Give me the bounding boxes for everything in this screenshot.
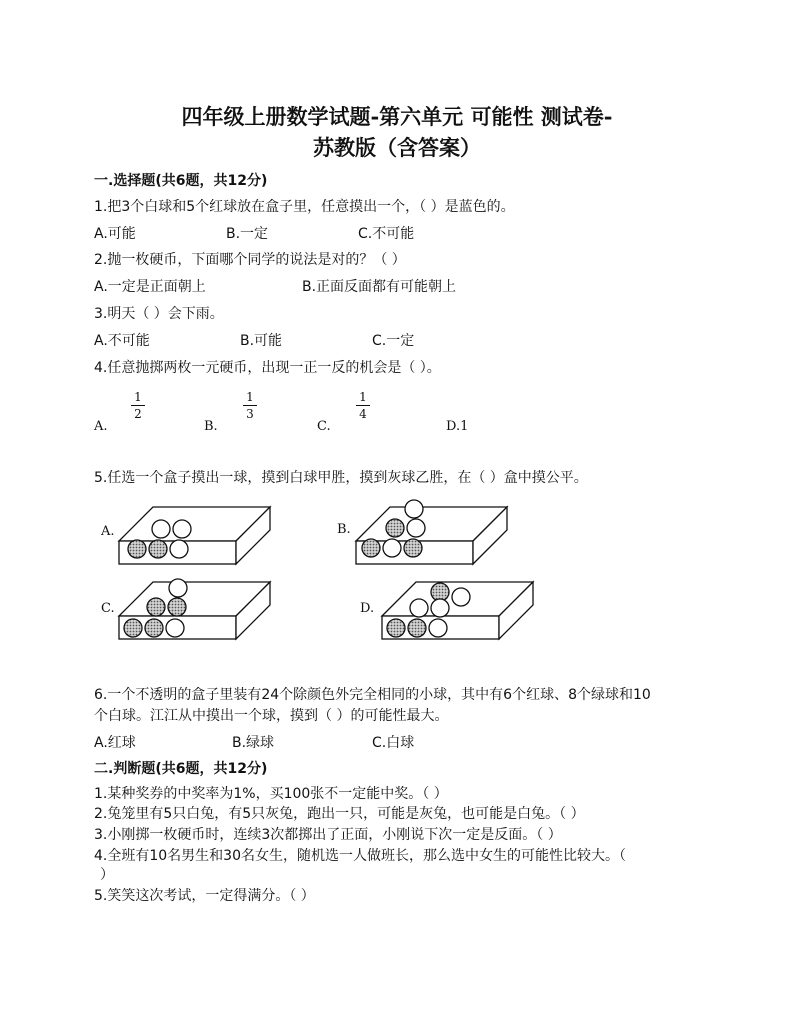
section2-heading: 二.判断题(共6题，共12分)	[94, 761, 268, 777]
q4-text: 4.任意抛掷两枚一元硬币，出现一正一反的机会是（ ）。	[94, 360, 441, 376]
ball-white	[452, 588, 470, 606]
ball-white	[429, 619, 447, 637]
q6-option-a: A.红球	[94, 735, 136, 751]
box-d	[382, 582, 533, 639]
q2-text: 2.抛一枚硬币，下面哪个同学的说法是对的？（ ）	[94, 252, 406, 268]
page-title-line1: 四年级上册数学试题-第六单元 可能性 测试卷-	[181, 104, 613, 129]
ball-gray	[147, 598, 165, 616]
q5-figure	[0, 490, 794, 650]
q4-fraction-c-denominator: 4	[359, 407, 367, 421]
fraction-bar	[131, 405, 145, 406]
ball-gray	[431, 583, 449, 601]
ball-white	[410, 599, 428, 617]
box-a	[119, 507, 270, 564]
q1-option-a: A.可能	[94, 226, 136, 242]
q1-text: 1.把3个白球和5个红球放在盒子里，任意摸出一个，（ ）是蓝色的。	[94, 199, 515, 215]
q3-option-c: C.一定	[372, 333, 415, 349]
q4-fraction-a-denominator: 2	[134, 407, 142, 421]
fraction-bar	[356, 405, 370, 406]
ball-gray	[387, 619, 405, 637]
ball-white	[166, 619, 184, 637]
ball-gray	[149, 540, 167, 558]
ball-white	[152, 520, 170, 538]
q5-text: 5.任选一个盒子摸出一球，摸到白球甲胜，摸到灰球乙胜，在（ ）盒中摸公平。	[94, 470, 588, 486]
judge-item-4-continuation: ）	[100, 867, 114, 883]
q4-fraction-c	[356, 390, 370, 421]
q6-text-line2: 个白球。江江从中摸出一个球，摸到（ ）的可能性最大。	[94, 708, 449, 724]
q4-fraction-a-numerator: 1	[134, 390, 142, 404]
ball-gray	[386, 519, 404, 537]
q4-option-c: C.	[317, 419, 331, 434]
box-b	[356, 500, 507, 564]
q4-fraction-c-numerator: 1	[359, 390, 367, 404]
q4-fraction-b	[243, 390, 257, 421]
ball-white	[170, 540, 188, 558]
box-a-label: A.	[101, 524, 115, 539]
q3-option-b: B.可能	[240, 333, 283, 349]
ball-white	[431, 599, 449, 617]
judge-item-4: 4.全班有10名男生和30名女生，随机选一人做班长，那么选中女生的可能性比较大。（	[94, 848, 626, 864]
q4-fraction-b-numerator: 1	[246, 390, 254, 404]
q6-option-b: B.绿球	[232, 735, 275, 751]
fraction-bar	[243, 405, 257, 406]
box-c-label: C.	[101, 601, 115, 616]
q6-text-line1: 6.一个不透明的盒子里装有24个除颜色外完全相同的小球，其中有6个红球、8个绿球和10	[94, 687, 651, 703]
ball-white	[407, 519, 425, 537]
q4-option-b: B.	[204, 419, 218, 434]
q4-option-d: D.1	[446, 419, 469, 434]
q4-option-a: A.	[94, 419, 108, 434]
ball-gray	[404, 539, 422, 557]
judge-item-3: 3.小刚掷一枚硬币时，连续3次都掷出了正面，小刚说下次一定是反面。（ ）	[94, 827, 562, 843]
ball-gray	[408, 619, 426, 637]
q2-option-b: B.正面反面都有可能朝上	[302, 279, 457, 295]
page-title-line2: 苏教版（含答案）	[313, 135, 481, 160]
box-d-label: D.	[360, 601, 375, 616]
ball-gray	[124, 619, 142, 637]
q1-option-c: C.不可能	[358, 226, 415, 242]
judge-item-1: 1.某种奖券的中奖率为1%，买100张不一定能中奖。（ ）	[94, 786, 448, 802]
ball-white	[383, 539, 401, 557]
ball-white	[169, 579, 187, 597]
q4-fraction-a	[131, 390, 145, 421]
q6-option-c: C.白球	[372, 735, 415, 751]
q2-option-a: A.一定是正面朝上	[94, 279, 206, 295]
box-c	[119, 579, 270, 639]
ball-gray	[362, 539, 380, 557]
q4-fraction-b-denominator: 3	[246, 407, 254, 421]
ball-white	[173, 520, 191, 538]
ball-white	[405, 500, 423, 518]
judge-item-5: 5.笑笑这次考试，一定得满分。（ ）	[94, 888, 315, 904]
ball-gray	[168, 598, 186, 616]
box-b-label: B.	[337, 522, 351, 537]
q3-option-a: A.不可能	[94, 333, 150, 349]
judge-item-2: 2.兔笼里有5只白兔，有5只灰兔，跑出一只，可能是灰兔，也可能是白兔。（ ）	[94, 806, 585, 822]
ball-gray	[145, 619, 163, 637]
ball-gray	[128, 540, 146, 558]
q3-text: 3.明天（ ）会下雨。	[94, 306, 224, 322]
q1-option-b: B.一定	[226, 226, 269, 242]
section1-heading: 一.选择题(共6题，共12分)	[94, 173, 268, 189]
